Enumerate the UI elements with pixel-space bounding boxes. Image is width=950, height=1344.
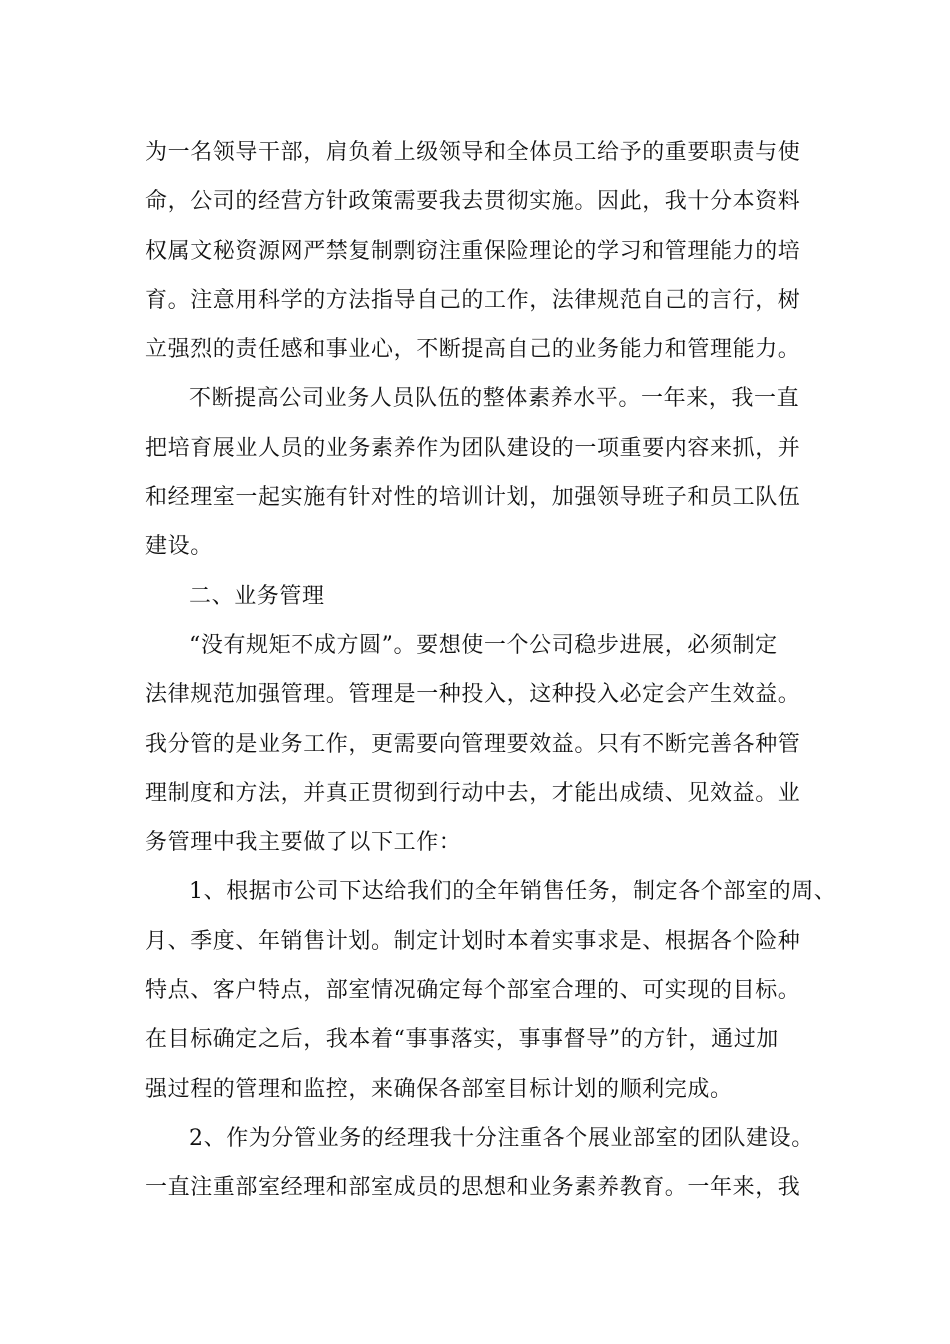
section-heading: 二、业务管理 bbox=[189, 583, 325, 609]
paragraph-start-line: 2、作为分管业务的经理我十分注重各个展业部室的团队建设。 bbox=[189, 1125, 814, 1151]
text-line: 特点、客户特点，部室情况确定每个部室合理的、可实现的目标。 bbox=[145, 978, 801, 1004]
paragraph-start-line: 1、根据市公司下达给我们的全年销售任务，制定各个部室的周、 bbox=[189, 879, 837, 905]
document-body bbox=[145, 128, 837, 1213]
text-line: 权属文秘资源网严禁复制剽窃注重保险理论的学习和管理能力的培 bbox=[145, 238, 801, 264]
text-line: 把培育展业人员的业务素养作为团队建设的一项重要内容来抓，并 bbox=[145, 435, 801, 461]
text-line: 一直注重部室经理和部室成员的思想和业务素养教育。一年来，我 bbox=[145, 1175, 801, 1201]
text-line: 在目标确定之后，我本着“事事落实，事事督导”的方针，通过加 bbox=[145, 1027, 779, 1053]
paragraph-start-line: “没有规矩不成方圆”。要想使一个公司稳步进展，必须制定 bbox=[189, 632, 778, 658]
paragraph-start-line: 不断提高公司业务人员队伍的整体素养水平。一年来，我一直 bbox=[189, 386, 800, 412]
text-line: 建设。 bbox=[145, 534, 213, 560]
text-line: 务管理中我主要做了以下工作： bbox=[145, 830, 462, 856]
text-line: 育。注意用科学的方法指导自己的工作，法律规范自己的言行，树 bbox=[145, 287, 801, 313]
text-line: 命，公司的经营方针政策需要我去贯彻实施。因此，我十分本资料 bbox=[145, 189, 801, 215]
text-line: 理制度和方法，并真正贯彻到行动中去，才能出成绩、见效益。业 bbox=[145, 780, 801, 806]
text-line: 和经理室一起实施有针对性的培训计划，加强领导班子和员工队伍 bbox=[145, 485, 801, 511]
text-line: 强过程的管理和监控，来确保各部室目标计划的顺利完成。 bbox=[145, 1076, 733, 1102]
text-line: 立强烈的责任感和事业心，不断提高自己的业务能力和管理能力。 bbox=[145, 337, 801, 363]
text-line: 为一名领导干部，肩负着上级领导和全体员工给予的重要职责与使 bbox=[145, 140, 801, 165]
text-line: 我分管的是业务工作，更需要向管理要效益。只有不断完善各种管 bbox=[145, 731, 801, 757]
text-line: 月、季度、年销售计划。制定计划时本着实事求是、根据各个险种 bbox=[145, 928, 801, 954]
text-line: 法律规范加强管理。管理是一种投入，这种投入必定会产生效益。 bbox=[145, 682, 801, 708]
